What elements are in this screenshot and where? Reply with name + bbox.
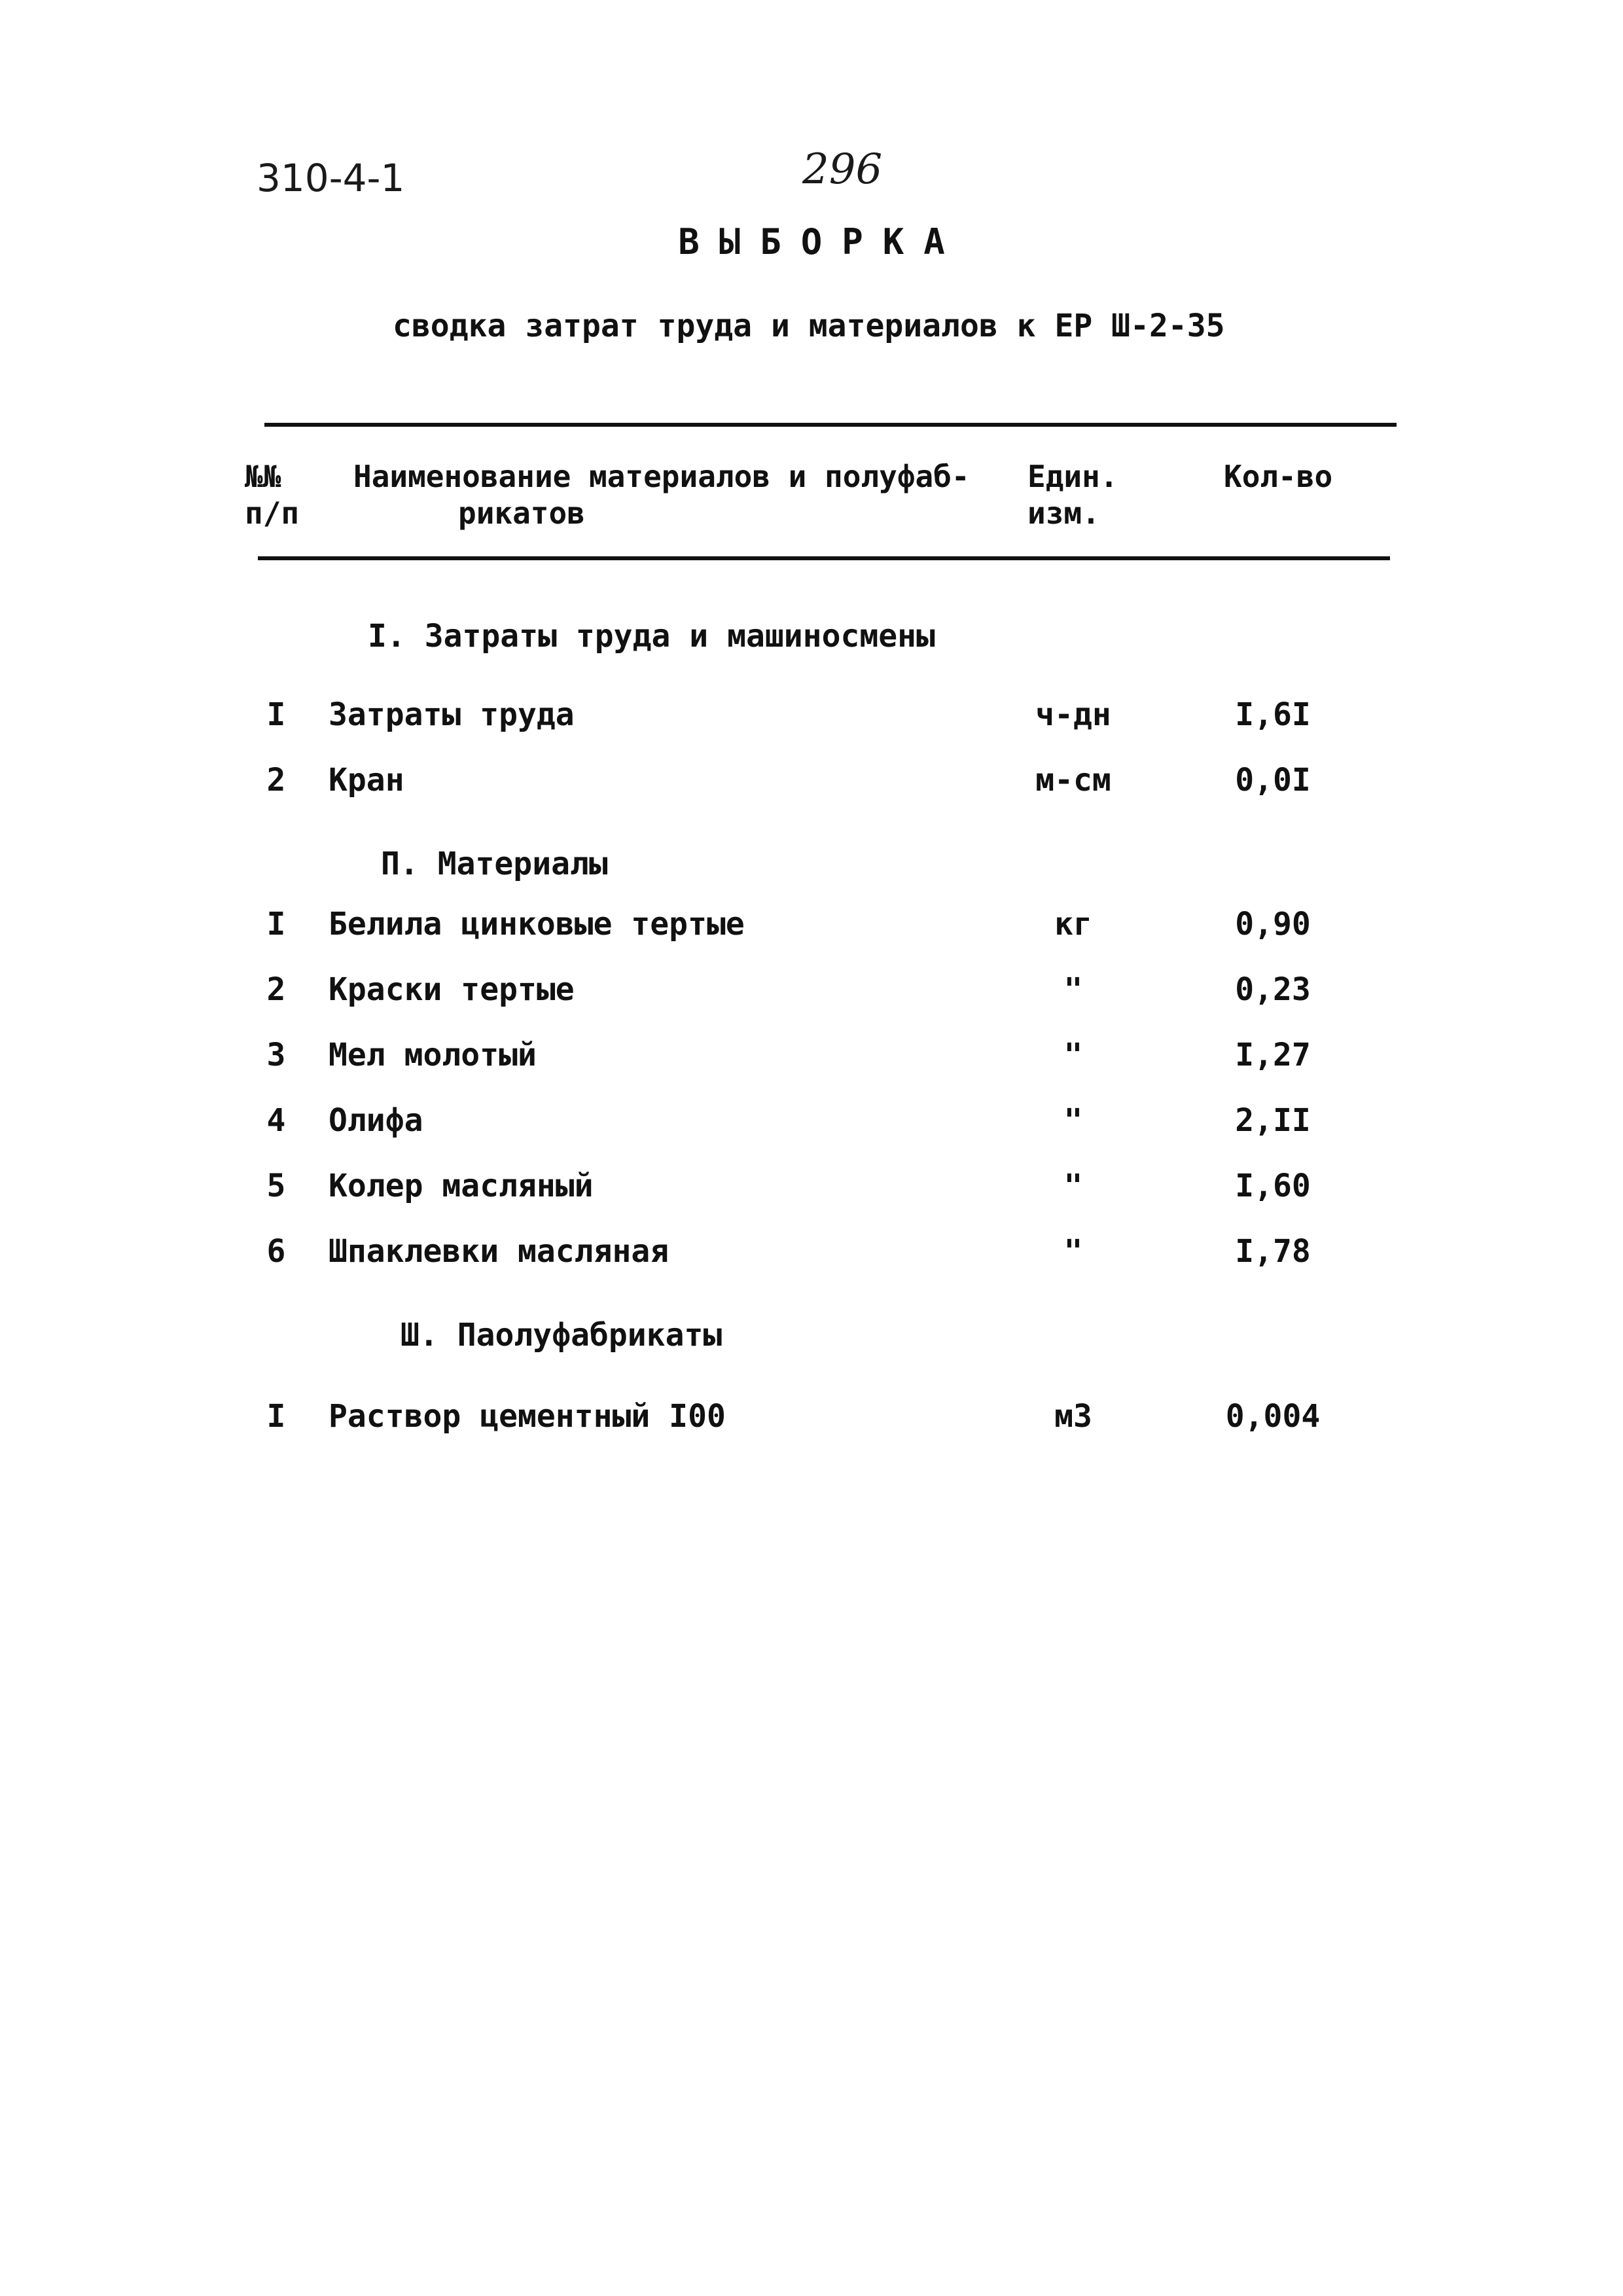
row-number: 2 [266, 971, 286, 1008]
column-header-unit-line1: Един. [1027, 459, 1118, 494]
column-header-quantity [1224, 458, 1332, 495]
document-code: 310-4-1 [257, 156, 405, 200]
section-title: П. Материалы [381, 846, 608, 882]
page-title: ВЫБОРКА [678, 221, 965, 262]
row-unit: кг [1054, 906, 1092, 942]
row-unit: " [1063, 1168, 1083, 1204]
row-number: 2 [266, 762, 286, 798]
row-name: Олифа [329, 1102, 423, 1139]
row-unit: " [1063, 971, 1083, 1008]
row-number: 3 [266, 1037, 286, 1073]
row-unit: " [1063, 1102, 1083, 1139]
row-name: Краски тертые [329, 971, 575, 1008]
page-number: 296 [802, 145, 883, 194]
row-quantity: 0,0I [1235, 762, 1311, 798]
table-header-rule [258, 556, 1390, 560]
column-header-name [353, 458, 970, 531]
row-name: Раствор цементный I00 [329, 1398, 726, 1435]
column-header-quantity-line1: Кол-во [1224, 459, 1333, 494]
row-number: I [266, 696, 286, 733]
table-top-rule [264, 423, 1397, 427]
row-quantity: 0,90 [1235, 906, 1311, 942]
row-quantity: I,6I [1235, 696, 1311, 733]
row-number: 5 [266, 1168, 286, 1204]
column-header-name-line1: Наименование материалов и полуфаб- [353, 459, 970, 494]
row-name: Белила цинковые тертые [329, 906, 745, 942]
row-name: Колер масляный [329, 1168, 594, 1204]
column-header-name-line2: рикатов [458, 495, 585, 531]
page-subtitle: сводка затрат труда и материалов к ЕР Ш-2-35 [393, 308, 1225, 344]
row-quantity: I,78 [1235, 1233, 1311, 1270]
row-name: Мел молотый [329, 1037, 537, 1073]
row-quantity: 0,004 [1225, 1398, 1321, 1435]
row-quantity: 2,II [1235, 1102, 1311, 1139]
section-title: I. Затраты труда и машиносмены [368, 618, 935, 655]
column-header-number-line2: п/п [245, 495, 300, 531]
row-name: Шпаклевки масляная [329, 1233, 669, 1270]
column-header-unit [1027, 458, 1118, 531]
row-number: 6 [266, 1233, 286, 1270]
section-title: Ш. Паолуфабрикаты [401, 1317, 722, 1354]
row-unit: м3 [1054, 1398, 1092, 1435]
row-quantity: I,60 [1235, 1168, 1311, 1204]
row-number: 4 [266, 1102, 286, 1139]
row-name: Затраты труда [329, 696, 575, 733]
column-header-number [245, 458, 299, 531]
row-name: Кран [329, 762, 404, 798]
row-unit: м-см [1035, 762, 1111, 798]
row-unit: ч-дн [1035, 696, 1111, 733]
row-unit: " [1063, 1037, 1083, 1073]
row-unit: " [1063, 1233, 1083, 1270]
row-number: I [266, 1398, 286, 1435]
row-number: I [266, 906, 286, 942]
row-quantity: I,27 [1235, 1037, 1311, 1073]
row-quantity: 0,23 [1235, 971, 1311, 1008]
column-header-number-line1: №№ [245, 459, 281, 494]
column-header-unit-line2: изм. [1027, 495, 1100, 531]
